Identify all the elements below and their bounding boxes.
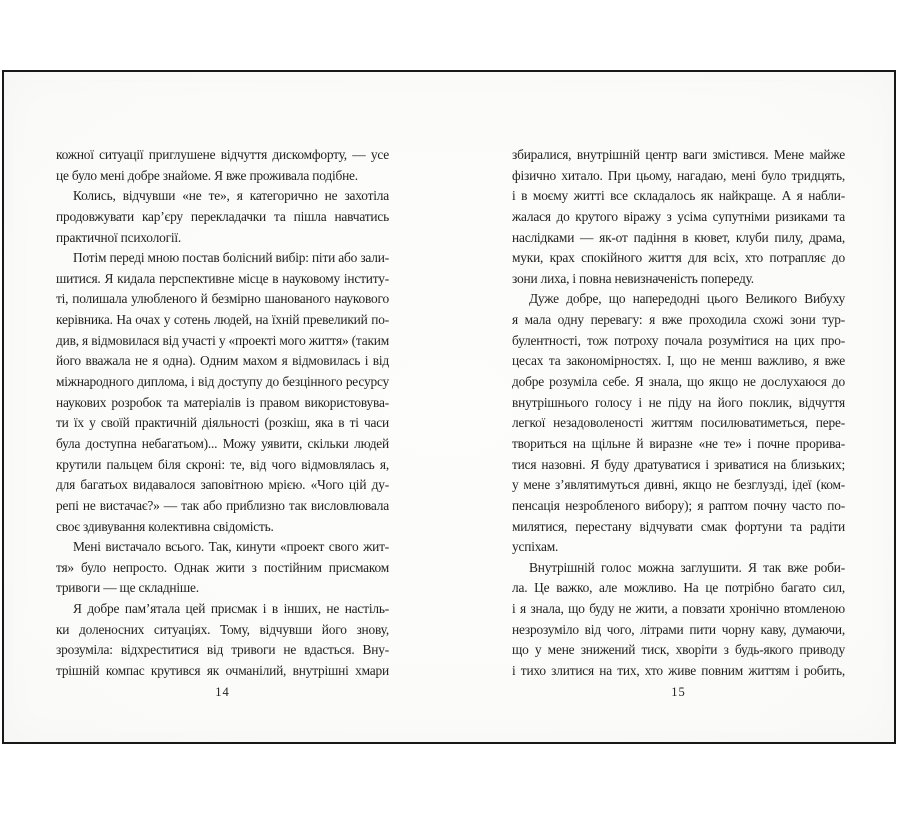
text-line [56,537,389,558]
text-line-content: шитися. Я кидала перспективне місце в науковому інститу- [56,270,389,286]
text-line-content: внутрішнього голосу і не піду на його поклик, відчуття [512,394,845,410]
text-line [56,517,389,538]
text-line [56,475,389,496]
text-line [512,289,845,310]
text-line-content: у мене з’являтимуться дивні, якщо не безглузді, ідеї (ком- [512,477,846,493]
text-line [512,207,845,228]
text-line-content: жалася до крутого віражу з усіма супутніми ризиками та [512,208,846,224]
text-line-content: тися назовні. Я буду дратуватися і зриватися на близьких; [512,456,846,472]
text-line-content: тривоги — ще складніше. [56,580,199,596]
text-line [512,351,845,372]
text-line-content: наукових розробок та матеріалів із правом використовува- [56,394,389,410]
text-line [512,393,845,414]
text-line-content: продовжувати кар’єру перекладачки та пішла навчатись [56,208,389,224]
text-line-content: Колись, відчувши «не те», я категорично не захотіла [73,188,389,204]
text-line [512,331,845,352]
text-line [56,248,389,269]
text-line-content: успіхам. [512,539,559,555]
text-line [512,496,845,517]
text-line-content: трішній компас крутився як очманілий, внутрішні хмари [56,663,389,679]
text-line [56,228,389,249]
text-line-content: пенсація незробленого вибору); я раптом почну часто по- [512,497,846,513]
text-line-content: я мала одну перевагу: я вже проходила схожі зони тур- [512,312,846,328]
right-page-text-block [512,145,845,682]
page-number-left: 14 [215,685,230,699]
text-line-content: ті, полишала улюбленого й безмірно шанованого наукового [56,291,389,307]
text-line-content: це було мені добре знайоме. Я вже проживала подібне. [56,167,358,183]
text-line-content: Потім переді мною постав болісний вибір: піти або зали- [73,250,389,266]
text-line [512,186,845,207]
text-line [512,166,845,187]
book-scan-frame [2,70,896,744]
text-line-content: своє здивування колективна свідомість. [56,518,274,534]
text-line-content: практичної психології. [56,229,182,245]
text-line-content: наслідками — як-от падіння в кювет, клуби пилу, драма, [512,229,845,245]
text-line [56,310,389,331]
text-line-content: легкої незадоволеності життям посилюватиметься, пере- [512,415,845,431]
text-line-content: крутили пальцем біля скроні: те, від чого відмовлялась я, [56,456,389,472]
text-line [512,578,845,599]
text-line-content: Мені вистачало всього. Так, кинути «проект свого жит- [73,539,390,555]
text-line [512,640,845,661]
text-line [56,331,389,352]
text-line-content: Внутрішній голос можна заглушити. Я так вже роби- [529,559,846,575]
text-line [512,413,845,434]
text-line [512,599,845,620]
text-line [512,310,845,331]
text-line [512,517,845,538]
text-line-content: тя» було непросто. Однак жити з постійним присмаком [56,559,390,575]
left-page-text-block [56,145,389,682]
text-line [56,496,389,517]
text-line [56,661,389,682]
text-line [512,558,845,579]
text-line [56,620,389,641]
text-line-content: булентності, тож потроху почала розумітися на цих про- [512,332,845,348]
text-line [56,289,389,310]
text-line [56,207,389,228]
text-line [56,578,389,599]
text-line [512,372,845,393]
text-line [56,269,389,290]
text-line [512,537,845,558]
page-number-right: 15 [671,685,686,699]
text-line-content: його вважала не я одна). Одним махом я відмовилась і від [56,353,390,369]
text-line [56,393,389,414]
text-line-content: Дуже добре, що напередодні цього Великого Вибуху [529,291,846,307]
text-line [56,351,389,372]
text-line-content: ти їх у своїй практичній діяльності (розкіш, яка в ті часи [56,415,390,431]
text-line [512,620,845,641]
text-line [56,186,389,207]
text-line-content: цесах та закономірностях. І, що не менш важливо, я вже [512,353,845,369]
text-line-content: репі не вистачає?» — так або приблизно так висловлювала [56,497,390,513]
text-line [56,640,389,661]
text-line-content: і в моєму житті все складалось як найкраще. А я набли- [512,188,845,204]
text-line-content: і я знала, що буду не жити, а повзати хронічно втомленою [512,601,845,617]
text-line-content: і тихо злитися на тих, хто живе повним життям і робить, [512,663,846,679]
text-line [56,372,389,393]
text-line-content: що у мене знижений тиск, хворіти з будь-якого приводу [512,642,845,658]
text-line-content: фізично хитало. При цьому, нагадаю, мені було тридцять, [512,167,846,183]
text-line-content: збиралися, внутрішній центр ваги змістився. Мене майже [512,147,845,162]
text-line-content: твориться на щільне й виразне «не те» і почне прорива- [512,435,846,451]
text-line-content: муки, крах спокійного життя для всіх, хто потрапляє до [512,250,846,266]
text-line [56,455,389,476]
text-line-content: зрозуміла: відхреститися від тривоги не вдасться. Вну- [56,642,389,658]
text-line [512,434,845,455]
text-line [56,434,389,455]
text-line [56,166,389,187]
text-line [56,558,389,579]
text-line-content: міжнародного диплома, і від доступу до безцінного ресурсу [56,374,390,390]
text-line [512,269,845,290]
text-line [512,228,845,249]
text-line-content: була доступна небагатьом)... Можу уявити, скільки людей [56,435,390,451]
text-line-content: див, я відмовилася від участі у «проекті мого життя» (таким [56,332,390,348]
text-line-content: для багатьох видавалося заповітною мрією. «Чого цій ду- [56,477,389,493]
text-line [512,248,845,269]
text-line [56,599,389,620]
text-line-content: ки доленосних ситуаціях. Тому, відчувши його знову, [56,621,389,637]
text-line-content: милятися, перестану відчувати смак фортуни та радіти [512,518,845,534]
text-line-content: Я добре пам’ятала цей присмак і в інших, не настіль- [73,601,389,617]
text-line-content: ла. Це важко, але можливо. На це потрібно багато сил, [512,580,846,596]
text-line-content: керівника. На очах у сотень людей, на їхній превеликий по- [56,312,389,328]
text-line [512,145,845,166]
text-line-content: зони лиха, і повна невизначеність попереду. [512,270,754,286]
text-line [512,455,845,476]
text-line-content: добре розуміла себе. Я знала, що якщо не дослухаюся до [512,374,845,390]
text-line-content: незрозуміло від чого, літрами пити чорну каву, думаючи, [512,621,845,637]
text-line [512,661,845,682]
text-line-content: кожної ситуації приглушене відчуття дискомфорту, — усе [56,147,389,162]
text-line [56,413,389,434]
text-line [512,475,845,496]
text-line [56,145,389,166]
